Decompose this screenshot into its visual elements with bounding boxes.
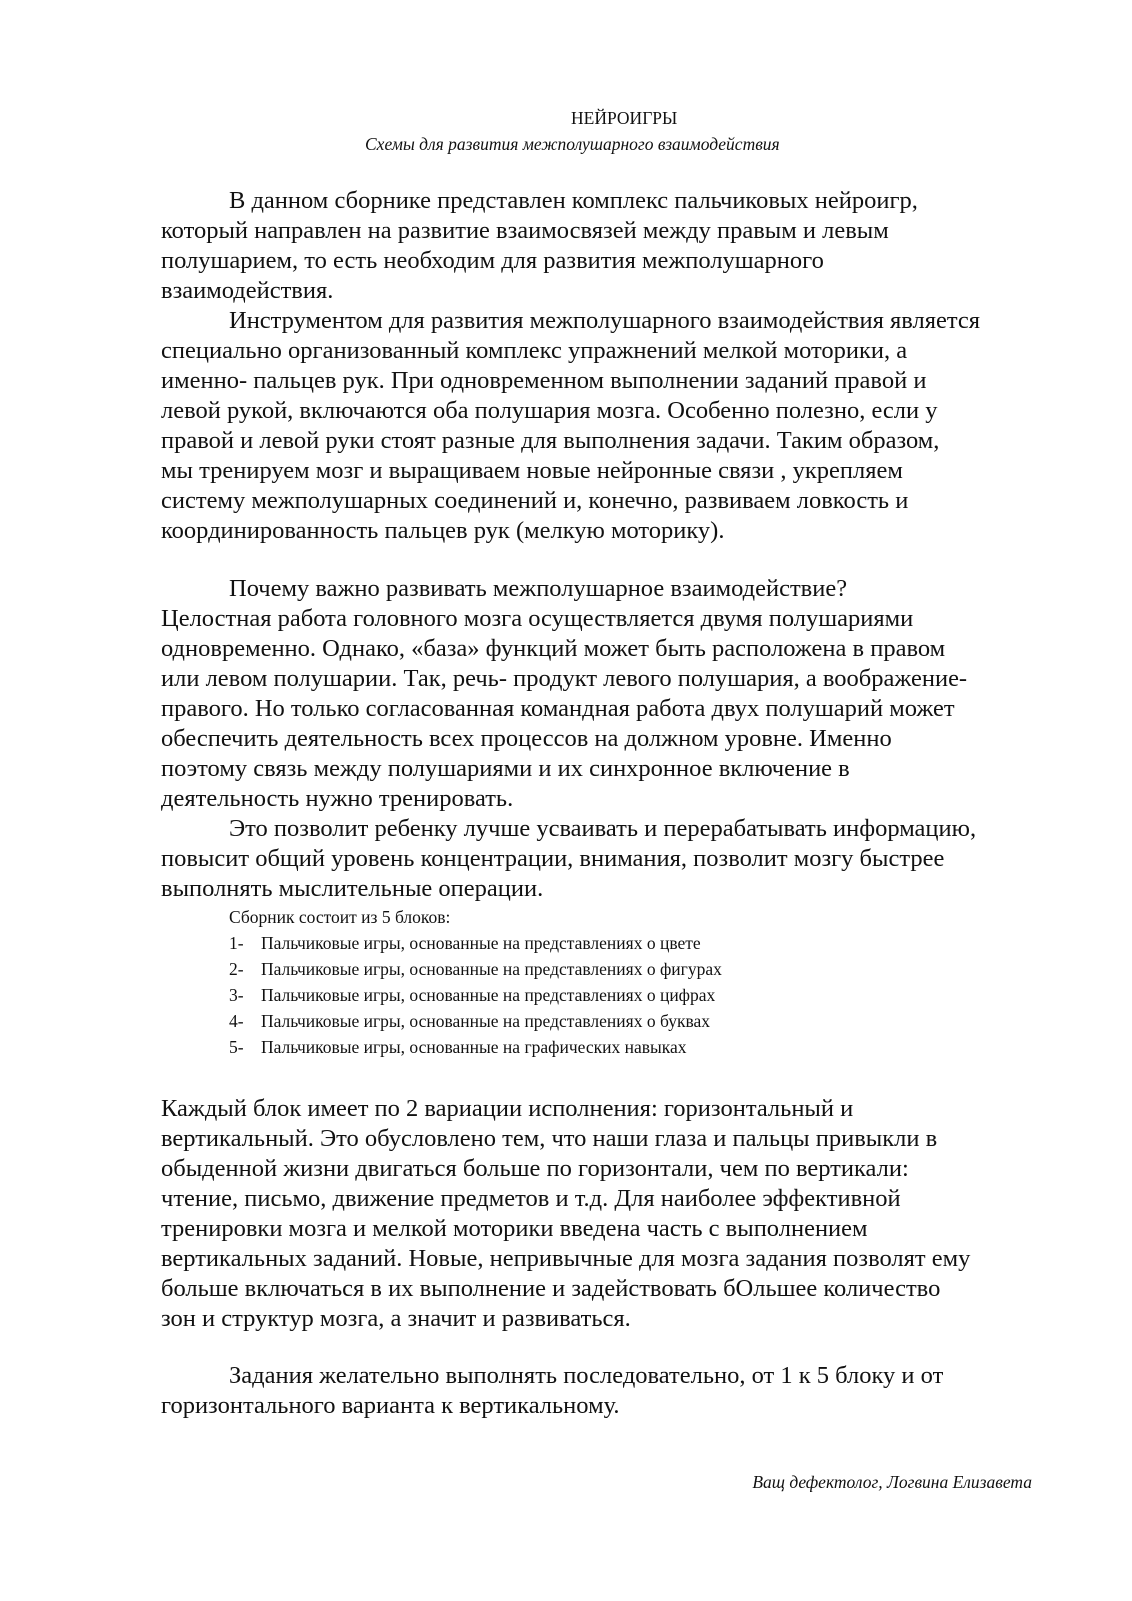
list-item: [229, 1036, 687, 1058]
list-item-number: 5-: [229, 1037, 244, 1057]
paragraph-line: мы тренируем мозг и выращиваем новые нейронные связи , укрепляем: [161, 457, 903, 484]
list-item-number: 4-: [229, 1011, 244, 1031]
paragraph-line: вертикальных заданий. Новые, непривычные для мозга задания позволят ему: [161, 1245, 971, 1272]
list-item-number: 1-: [229, 933, 244, 953]
blocks-intro: Сборник состоит из 5 блоков:: [229, 907, 451, 927]
paragraph-line: тренировки мозга и мелкой моторики введена часть с выполнением: [161, 1215, 868, 1242]
paragraph-line: одновременно. Однако, «база» функций может быть расположена в правом: [161, 635, 946, 662]
list-item-text: Пальчиковые игры, основанные на представлениях о цвете: [261, 933, 701, 953]
paragraph-line: Задания желательно выполнять последовательно, от 1 к 5 блоку и от: [229, 1362, 944, 1389]
paragraph-line: обыденной жизни двигаться больше по горизонтали, чем по вертикали:: [161, 1155, 909, 1182]
list-item-text: Пальчиковые игры, основанные на представлениях о фигурах: [261, 959, 722, 979]
document-subtitle: Схемы для развития межполушарного взаимодействия: [365, 134, 780, 154]
paragraph-line: Почему важно развивать межполушарное взаимодействие?: [229, 575, 848, 602]
signature: Ващ дефектолог, Логвина Елизавета: [752, 1472, 1032, 1492]
paragraph-line: правой и левой руки стоят разные для выполнения задачи. Таким образом,: [161, 427, 940, 454]
paragraph-line: систему межполушарных соединений и, конечно, развиваем ловкость и: [161, 487, 909, 514]
paragraph-line: зон и структур мозга, а значит и развиваться.: [161, 1305, 631, 1332]
paragraph-line: деятельность нужно тренировать.: [161, 785, 514, 812]
list-item-text: Пальчиковые игры, основанные на графических навыках: [261, 1037, 687, 1057]
paragraph-line: вертикальный. Это обусловлено тем, что наши глаза и пальцы привыкли в: [161, 1125, 938, 1152]
paragraph-line: взаимодействия.: [161, 277, 334, 304]
paragraph-line: больше включаться в их выполнение и задействовать бОльшее количество: [161, 1275, 941, 1302]
paragraph-line: поэтому связь между полушариями и их синхронное включение в: [161, 755, 850, 782]
paragraph-line: именно- пальцев рук. При одновременном выполнении заданий правой и: [161, 367, 927, 394]
paragraph-line: или левом полушарии. Так, речь- продукт левого полушария, а воображение-: [161, 665, 968, 692]
paragraph-line: координированность пальцев рук (мелкую моторику).: [161, 517, 725, 544]
paragraph-line: который направлен на развитие взаимосвязей между правым и левым: [161, 217, 889, 244]
paragraph-line: повысит общий уровень концентрации, внимания, позволит мозгу быстрее: [161, 845, 945, 872]
list-item: [229, 1010, 710, 1032]
document-title: НЕЙРОИГРЫ: [571, 108, 678, 128]
list-item-text: Пальчиковые игры, основанные на представлениях о буквах: [261, 1011, 710, 1031]
paragraph-line: обеспечить деятельность всех процессов на должном уровне. Именно: [161, 725, 892, 752]
list-item-number: 2-: [229, 959, 244, 979]
paragraph-line: правого. Но только согласованная командная работа двух полушарий может: [161, 695, 955, 722]
paragraph-line: В данном сборнике представлен комплекс пальчиковых нейроигр,: [229, 187, 918, 214]
list-item-number: 3-: [229, 985, 244, 1005]
paragraph-line: горизонтального варианта к вертикальному.: [161, 1392, 620, 1419]
paragraph-line: Это позволит ребенку лучше усваивать и перерабатывать информацию,: [229, 815, 977, 842]
list-item: [229, 984, 715, 1006]
list-item: [229, 932, 701, 954]
list-item-text: Пальчиковые игры, основанные на представлениях о цифрах: [261, 985, 716, 1005]
paragraph-line: полушарием, то есть необходим для развития межполушарного: [161, 247, 824, 274]
paragraph-line: специально организованный комплекс упражнений мелкой моторики, а: [161, 337, 908, 364]
paragraph-line: чтение, письмо, движение предметов и т.д. Для наиболее эффективной: [161, 1185, 901, 1212]
paragraph-line: Целостная работа головного мозга осуществляется двумя полушариями: [161, 605, 914, 632]
paragraph-line: левой рукой, включаются оба полушария мозга. Особенно полезно, если у: [161, 397, 938, 424]
paragraph-line: Инструментом для развития межполушарного взаимодействия является: [229, 307, 981, 334]
paragraph-line: Каждый блок имеет по 2 вариации исполнения: горизонтальный и: [161, 1095, 854, 1122]
paragraph-line: выполнять мыслительные операции.: [161, 875, 544, 902]
list-item: [229, 958, 722, 980]
